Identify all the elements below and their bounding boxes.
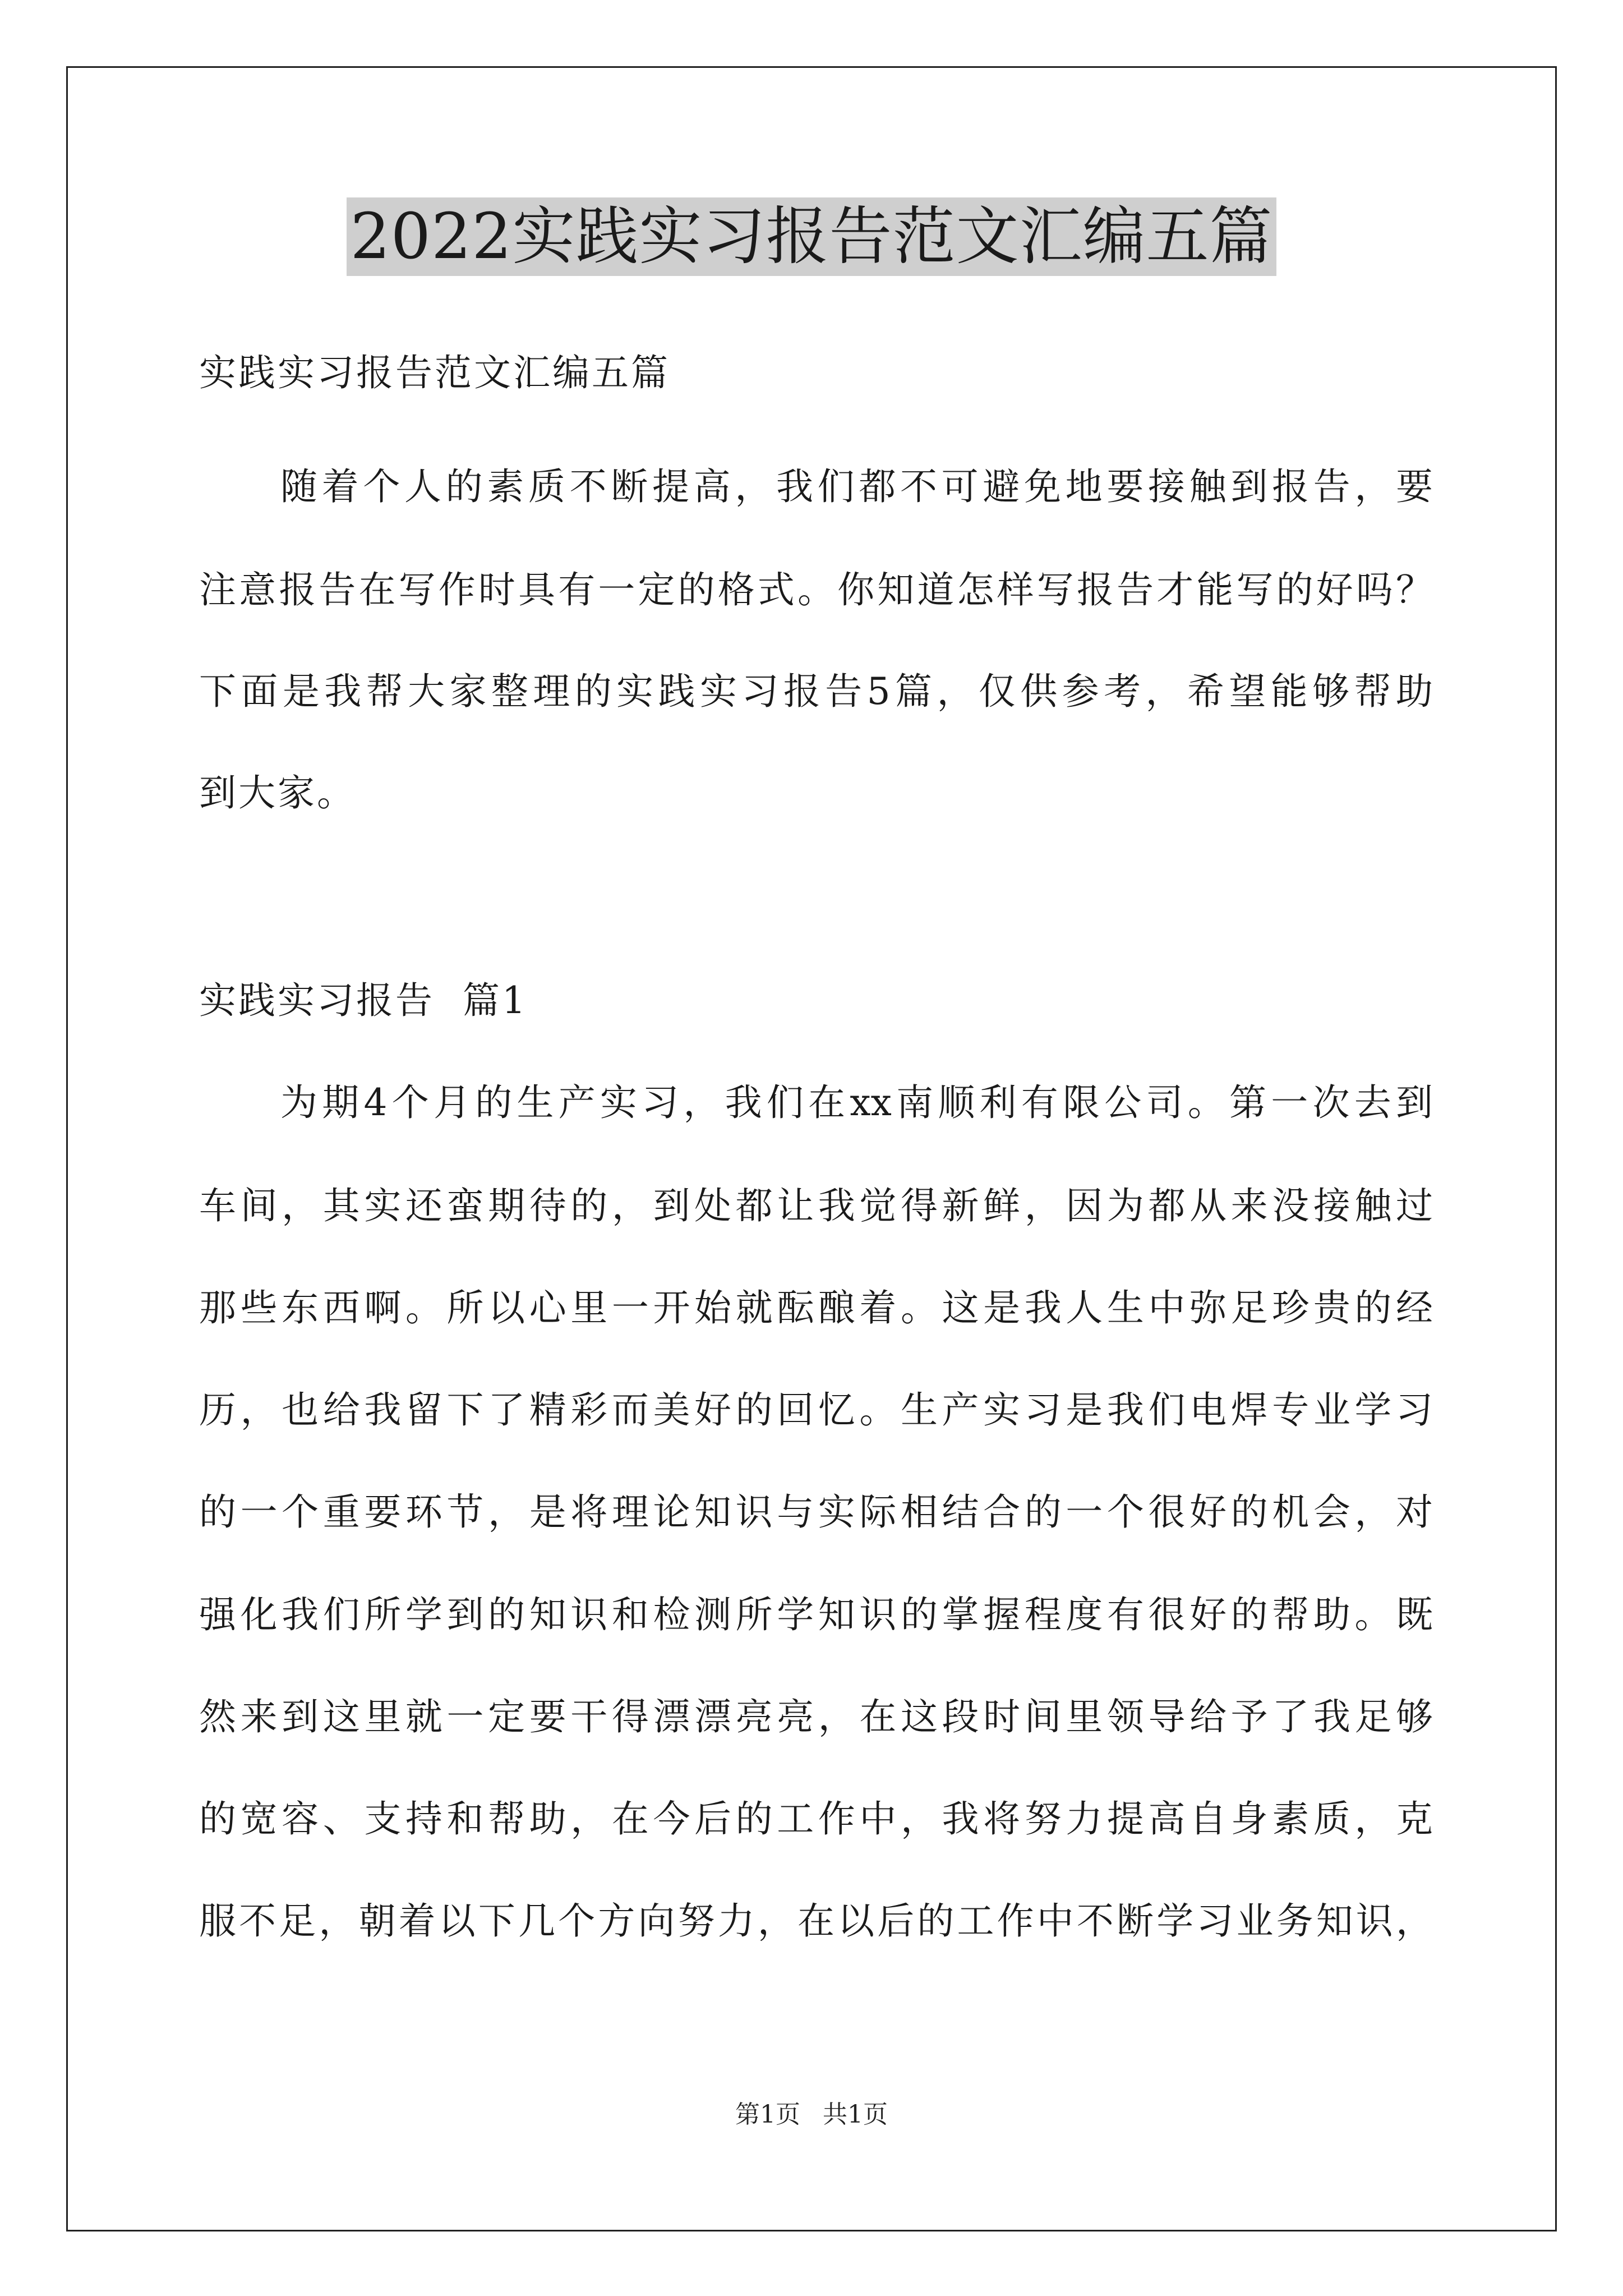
body-line: 历，也给我留下了精彩而美好的回忆。生产实习是我们电焊专业学习 bbox=[199, 1388, 1433, 1432]
document-title: 2022实践实习报告范文汇编五篇 bbox=[347, 197, 1276, 276]
page-footer bbox=[0, 2098, 1623, 2132]
intro-line: 下面是我帮大家整理的实践实习报告5篇，仅供参考，希望能够帮助 bbox=[199, 670, 1433, 713]
page-number: 第1页 bbox=[735, 2100, 800, 2129]
body-line: 然来到这里就一定要干得漂漂亮亮，在这段时间里领导给予了我足够 bbox=[199, 1695, 1433, 1738]
document-subtitle: 实践实习报告范文汇编五篇 bbox=[199, 351, 670, 394]
body-line: 的宽容、支持和帮助，在今后的工作中，我将努力提高自身素质，克 bbox=[199, 1797, 1433, 1841]
intro-line: 注意报告在写作时具有一定的格式。你知道怎样写报告才能写的好吗？ bbox=[199, 568, 1433, 611]
body-line: 车间，其实还蛮期待的，到处都让我觉得新鲜，因为都从来没接触过 bbox=[199, 1184, 1433, 1227]
intro-line: 随着个人的素质不断提高，我们都不可避免地要接触到报告，要 bbox=[280, 465, 1433, 508]
title-block bbox=[0, 197, 1623, 276]
body-line: 强化我们所学到的知识和检测所学知识的掌握程度有很好的帮助。既 bbox=[199, 1593, 1433, 1636]
intro-line: 到大家。 bbox=[199, 771, 356, 815]
body-line: 那些东西啊。所以心里一开始就酝酿着。这是我人生中弥足珍贵的经 bbox=[199, 1286, 1433, 1329]
body-line: 为期4个月的生产实习，我们在xx南顺利有限公司。第一次去到 bbox=[280, 1081, 1433, 1124]
section-heading: 实践实习报告 篇1 bbox=[199, 979, 528, 1022]
page-total: 共1页 bbox=[823, 2100, 888, 2129]
body-line: 服不足，朝着以下几个方向努力，在以后的工作中不断学习业务知识， bbox=[199, 1899, 1433, 1943]
body-line: 的一个重要环节，是将理论知识与实际相结合的一个很好的机会，对 bbox=[199, 1490, 1433, 1534]
